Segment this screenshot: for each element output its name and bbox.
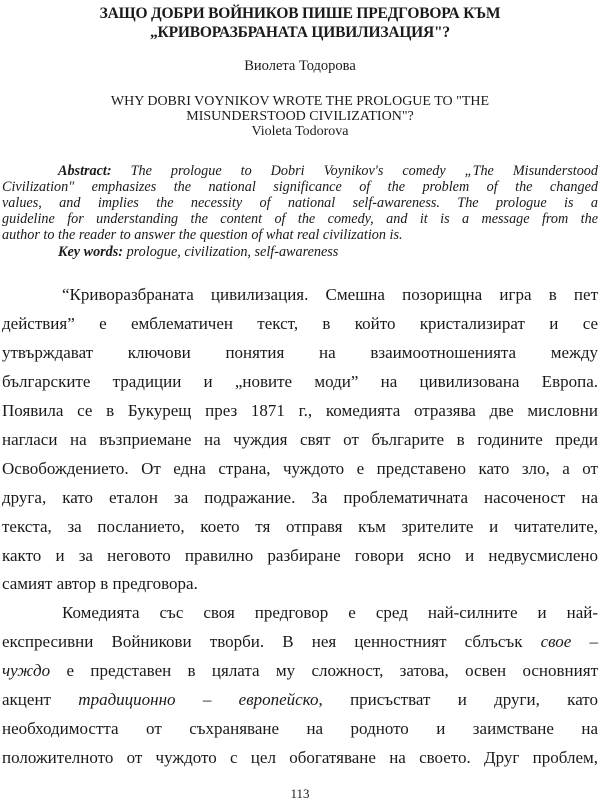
body-line: Появила се в Букурещ през 1871 г., комедията отразява две мисловни — [2, 401, 598, 420]
body-italic-text: свое – — [540, 632, 598, 651]
keywords: prologue, civilization, self-awareness — [126, 244, 339, 260]
page-number: 113 — [290, 786, 310, 801]
title-line-2: „КРИВОРАЗБРАНАТА ЦИВИЛИЗАЦИЯ"? — [150, 24, 450, 41]
author-bulgarian: Виолета Тодорова — [244, 58, 356, 74]
body-italic-text: традиционно – европейско — [78, 690, 319, 709]
body-line: Комедията със своя предговор е сред най-силните и най- — [62, 603, 598, 622]
abstract-text: The prologue to Dobri Voynikov's comedy „The Misunderstood — [130, 163, 598, 179]
body-line — [2, 661, 598, 681]
abstract-line: guideline for understanding the content of the comedy, and it is a message from the — [2, 211, 598, 227]
keywords-label: Key words: — [58, 244, 124, 260]
body-text: експресивни Войникови творби. В нея ценностният сблъсък — [2, 632, 541, 651]
body-line — [2, 632, 598, 652]
keywords-line — [2, 244, 598, 261]
english-title-line-2: MISUNDERSTOOD CIVILIZATION"? — [186, 109, 414, 124]
body-line: както и за неговото правилно разбиране говори ясно и недвусмислено — [2, 546, 598, 565]
body-line: българските традиции и „новите моди” на цивилизована Европа. — [2, 372, 598, 391]
body-line — [2, 690, 598, 710]
body-line: самият автор в предговора. — [2, 574, 198, 593]
body-line: положителното от чуждото с цел обогатяване на своето. Друг проблем, — [2, 748, 598, 767]
body-line: “Криворазбраната цивилизация. Смешна позорищна игра в пет — [62, 285, 598, 304]
abstract-label: Abstract: — [58, 163, 112, 179]
body-line: нагласи на възприемане на чуждия свят от българите в годините преди — [2, 430, 598, 449]
abstract-line: Civilization" emphasizes the national significance of the problem of the changed — [2, 179, 598, 195]
body-text: е представен в цялата му сложност, затова, освен основният — [50, 661, 598, 680]
body-line: текста, за посланието, което тя отправя към зрителите и читателите, — [2, 517, 598, 536]
body-line: необходимостта от съхраняване на родното и заимстване на — [2, 719, 598, 738]
body-italic-text: чуждо — [2, 661, 51, 680]
body-line: друга, като еталон за подражание. За проблематичната насоченост на — [2, 488, 598, 507]
english-title-line-1: WHY DOBRI VOYNIKOV WROTE THE PROLOGUE TO "THE — [110, 94, 490, 109]
abstract-line — [2, 163, 598, 180]
abstract-line: author to the reader to answer the question of what real civilization is. — [2, 227, 403, 243]
body-line: Освобождението. От една страна, чуждото е представено като зло, а от — [2, 459, 598, 478]
body-text: акцент — [2, 690, 79, 709]
body-text: , присъстват и други, като — [318, 690, 598, 709]
english-author: Violeta Todorova — [251, 124, 349, 139]
body-line: утвърждават ключови понятия на взаимоотношенията между — [2, 343, 598, 362]
title-line-1: ЗАЩО ДОБРИ ВОЙНИКОВ ПИШЕ ПРЕДГОВОРА КЪМ — [99, 5, 501, 22]
body-line: действия” е емблематичен текст, в който кристализират и се — [2, 314, 598, 333]
abstract-line: values, and implies the necessity of national self-awareness. The prologue is a — [2, 195, 598, 211]
